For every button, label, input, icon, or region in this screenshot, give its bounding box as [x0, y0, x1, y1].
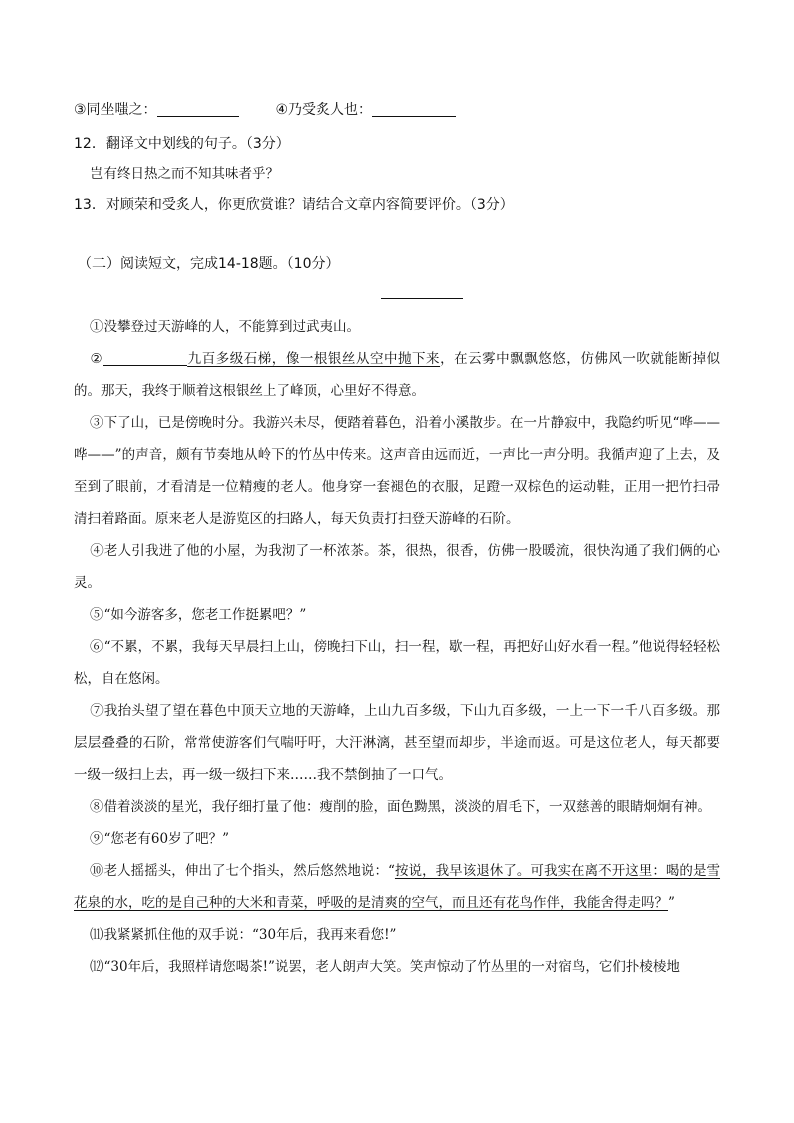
q11-item4-label: ④乃受炙人也： — [275, 102, 373, 118]
title-blank[interactable] — [381, 298, 463, 299]
paragraph-9: ⑨“您老有60岁了吧？” — [90, 831, 229, 847]
q11-items-row — [74, 102, 456, 118]
paragraph-8: ⑧借着淡淡的星光，我仔细打量了他：瘦削的脸，面色黝黑，淡淡的眉毛下，一双慈善的眼睛炯炯有神。 — [90, 799, 711, 815]
section2-header: （二）阅读短文，完成14-18题。（10分） — [78, 256, 340, 272]
answer-blank[interactable] — [157, 102, 239, 117]
paragraph-11: ⑾我紧紧抓住他的双手说：“30年后，我再来看您!” — [90, 927, 397, 943]
paragraph-2: ② 九百多级石梯，像一根银丝从空中抛下来，在云雾中飘飘悠悠，仿佛风一吹就能断掉似的。那天，我终于顺着这根银丝上了峰顶，心里好不得意。 — [74, 351, 721, 399]
paragraph-4: ④老人引我进了他的小屋，为我沏了一杯浓茶。茶，很热，很香，仿佛一股暖流，很快沟通了我们俩的心灵。 — [74, 543, 720, 591]
paragraph-7: ⑦我抬头望了望在暮色中顶天立地的天游峰，上山九百多级，下山九百多级，一上一下一千八百多级。那层层叠叠的石阶，常常使游客们气喘吁吁，大汗淋漓，甚至望而却步，半途而返。可是这位老人，每天都要一级一级扫上去，再一级一级扫下来……我不禁倒抽了一口气。 — [74, 703, 720, 783]
paragraph-5: ⑤“如今游客多，您老工作挺累吧？” — [90, 607, 307, 623]
q13-title: 13．对顾荣和受炙人，你更欣赏谁？请结合文章内容简要评价。（3分） — [74, 197, 514, 213]
underlined-sentence: 按说，我早该退休了。可我实在离不开这里：喝的是雪花泉的水，吃的是自己种的大米和青菜，呼吸的是清爽的空气，而且还有花鸟作伴，我能舍得走吗？ — [74, 863, 721, 911]
q12-title: 12．翻译文中划线的句子。（3分） — [74, 136, 290, 152]
answer-blank[interactable] — [372, 102, 456, 117]
underlined-sentence: 九百多级石梯，像一根银丝从空中抛下来 — [187, 351, 441, 367]
q12-sentence: 岂有终日热之而不知其味者乎？ — [90, 166, 279, 182]
paragraph-1: ①没攀登过天游峰的人，不能算到过武夷山。 — [90, 319, 360, 335]
q11-item3-label: ③同坐嗤之： — [74, 102, 157, 118]
paragraph-6: ⑥“不累，不累，我每天早晨扫上山，傍晚扫下山，扫一程，歇一程，再把好山好水看一程。”他说得轻轻松松，自在悠闲。 — [74, 639, 720, 687]
paragraph-3: ③下了山，已是傍晚时分。我游兴未尽，便踏着暮色，沿着小溪散步。在一片静寂中，我隐约听见“哗——哗——”的声音，颇有节奏地从岭下的竹丛中传来。这声音由远而近，一声比一声分明。我循声迎了上去，及至到了眼前，才看清是一位精瘦的老人。他身穿一套褪色的衣服，足蹬一双棕色的运动鞋，正用一把竹扫帚清扫着路面。原来老人是游览区的扫路人，每天负责打扫登天游峰的石阶。 — [74, 415, 720, 527]
paragraph-10: ⑩老人摇摇头，伸出了七个指头，然后悠然地说：“按说，我早该退休了。可我实在离不开这里：喝的是雪花泉的水，吃的是自己种的大米和青菜，呼吸的是清爽的空气，而且还有花鸟作伴，我能舍得走吗？” — [74, 863, 721, 911]
answer-blank[interactable] — [103, 351, 187, 366]
passage — [74, 311, 720, 983]
paragraph-12: ⑿“30年后，我照样请您喝茶!”说罢，老人朗声大笑。笑声惊动了竹丛里的一对宿鸟，它们扑棱棱地 — [90, 959, 680, 975]
